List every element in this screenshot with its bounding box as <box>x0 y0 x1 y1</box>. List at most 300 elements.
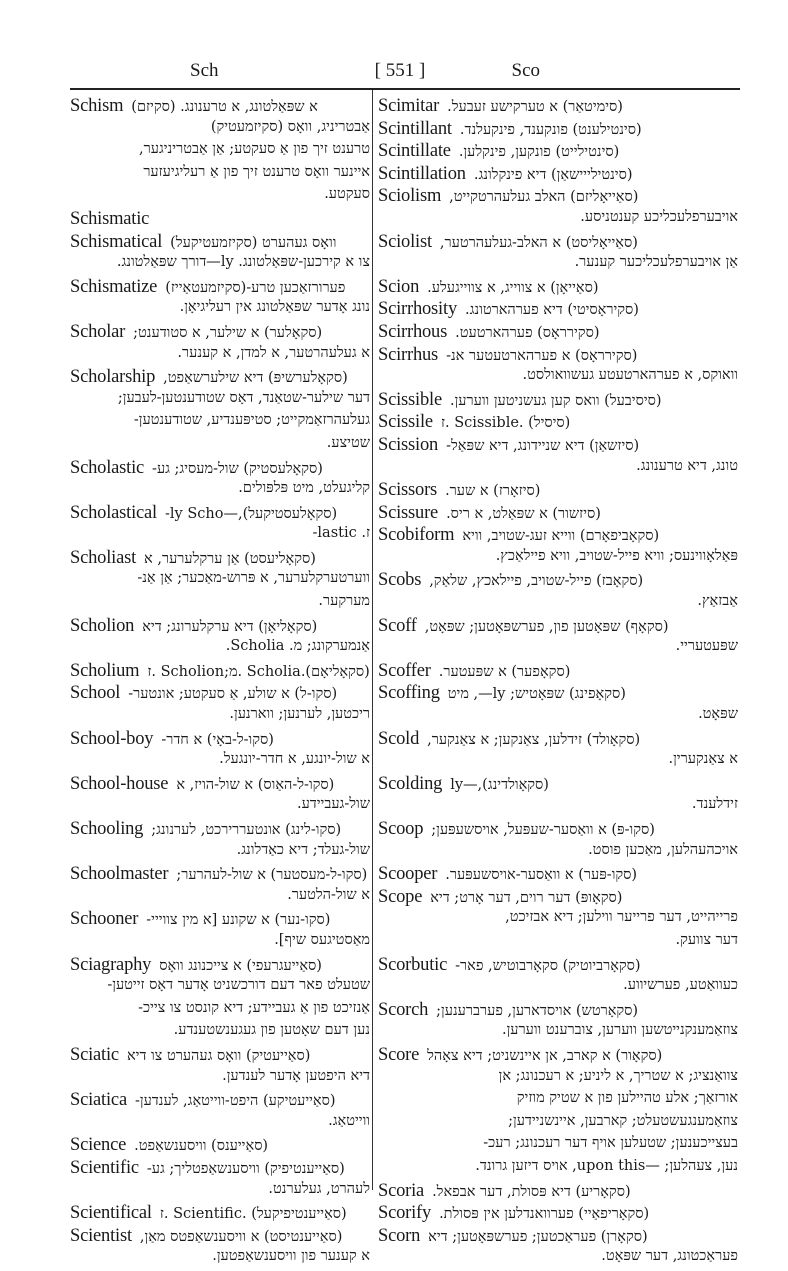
right-column <box>378 96 738 1271</box>
dictionary-entry <box>378 864 738 887</box>
entry-headword: Scissible <box>378 389 442 410</box>
entry-definition-line <box>378 593 738 616</box>
entry-headline <box>70 209 370 232</box>
entry-pronunciation: (סאַייענטיפיקעל) .Scientific .ז <box>159 1206 347 1223</box>
entry-pronunciation: (סקאָפינג) שפּאָטיש; ly—, מיט <box>447 686 626 703</box>
entry-definition-line <box>70 706 370 729</box>
entry-pronunciation: (סקאָלער) א שילער, א סטודענט; <box>133 324 323 341</box>
entry-pronunciation: (סקאָור) א קארב, אן איינשניט; דיא צאָהל <box>427 1047 663 1064</box>
entry-headline <box>70 548 370 571</box>
definition-text: פּאַלאָווינעס; וויא פייל-שטויב, וויא פיילאַכץ. <box>495 547 738 564</box>
entry-headline <box>70 277 370 300</box>
entry-definition-line <box>70 254 370 277</box>
dictionary-entry <box>70 96 370 209</box>
entry-headword: Sciatic <box>70 1044 119 1065</box>
dictionary-entry <box>378 683 738 728</box>
entry-headword: Scimitar <box>378 96 440 116</box>
entry-headword: Scholastic <box>70 457 145 478</box>
entry-headword: Schismatize <box>70 276 158 297</box>
entry-headline <box>378 525 738 548</box>
entry-pronunciation: (סאַייאָליסט) א האלב-געלעהרטער, <box>439 234 638 251</box>
entry-headword: Scobs <box>378 570 422 591</box>
entry-definition-line <box>378 909 738 932</box>
dictionary-entry <box>70 616 370 661</box>
entry-headword: Scintillate <box>378 141 451 162</box>
entry-headword: Scolding <box>378 773 443 794</box>
entry-definition-line <box>378 1068 738 1091</box>
dictionary-entry <box>378 164 738 187</box>
entry-pronunciation: (סקאָלעסטיקעל),—ly Scho- <box>165 505 338 522</box>
entry-pronunciation: (סקאָרן) פעראַכטען; פערשפּאָטען; דיא <box>428 1228 648 1245</box>
entry-definition-line <box>378 254 738 277</box>
entry-definition-line <box>70 435 370 458</box>
definition-text: צוזאַמענקנייטשען ווערען, צוברענט ווערען. <box>501 1022 738 1039</box>
entry-headword: Scissure <box>378 502 439 523</box>
entry-definition-line <box>70 1248 370 1271</box>
entry-headline <box>378 887 738 910</box>
entry-headword: Scirrhus <box>378 344 439 365</box>
entry-pronunciation: (סקאָליאָם).Scholia .מ;Scholion .ז <box>147 663 370 680</box>
dictionary-entry <box>70 209 370 232</box>
entry-definition-line <box>378 796 738 819</box>
entry-headline <box>378 616 738 639</box>
entry-headline <box>70 1045 370 1068</box>
dictionary-entry <box>70 955 370 1045</box>
dictionary-entry <box>70 503 370 548</box>
dictionary-entry <box>378 141 738 164</box>
entry-definition-line <box>70 638 370 661</box>
entry-headline <box>70 1158 370 1181</box>
entry-headline <box>70 729 370 752</box>
entry-headword: Scholion <box>70 615 135 636</box>
entry-pronunciation: (סקו-לינג) אונטעררירכט, לערנונג; <box>151 822 342 838</box>
entry-headword: Scorn <box>378 1225 421 1246</box>
entry-pronunciation: (סימיטאַר) א טערקישע זעבעל. <box>447 99 623 115</box>
dictionary-entry <box>378 729 738 774</box>
entry-definition-line <box>70 932 370 955</box>
entry-pronunciation: (סקאָרביוטיק) סקאָרבוטיש, פאר- <box>455 957 641 974</box>
entry-headword: Scholar <box>70 321 126 342</box>
entry-headline <box>378 955 738 978</box>
definition-text: א שול-הלטער. <box>287 886 370 903</box>
left-column <box>70 96 370 1271</box>
entry-headword: School <box>70 683 121 704</box>
entry-headline <box>378 819 738 842</box>
definition-text: -lastic .ז <box>312 525 370 542</box>
header-rule <box>70 88 740 90</box>
entry-pronunciation: (סקיראָסיטי) דיא פערהארטונג. <box>465 302 639 319</box>
entry-definition-line <box>70 412 370 435</box>
entry-definition-line <box>378 977 738 1000</box>
dictionary-entry <box>378 299 738 322</box>
entry-definition-line <box>378 367 738 390</box>
entry-headline <box>378 345 738 368</box>
dictionary-entry <box>70 774 370 819</box>
entry-headword: Scholastical <box>70 502 157 523</box>
entry-headline <box>70 616 370 639</box>
entry-pronunciation: (סאַייעגרעפי) א צייכנונג וואָס <box>159 957 322 974</box>
entry-definition-line <box>378 1135 738 1158</box>
definition-text: טונג, דיא טרענונג. <box>636 457 738 474</box>
entry-pronunciation: (סקאָביפאָרם) ווייא זעג-שטויב, וויא <box>462 528 660 545</box>
entry-headword: Schooling <box>70 819 144 839</box>
entry-headword: Sciatica <box>70 1090 127 1111</box>
entry-headword: Schismatic <box>70 208 150 229</box>
definition-text: דער צוועק. <box>675 931 738 948</box>
entry-headword: Scholium <box>70 660 140 681</box>
dictionary-entry <box>378 435 738 480</box>
definition-text: פעראַכטונג, דער שפּאָט. <box>601 1248 738 1265</box>
entry-pronunciation: פערורזאַכען טרע-(סקיזמעטאַייז) <box>165 279 346 296</box>
entry-headword: Scholarship <box>70 367 156 388</box>
entry-headline <box>70 1203 370 1226</box>
entry-definition-line <box>378 1248 738 1271</box>
entry-pronunciation: (סקאָרטש) אויסדארען, פערברענען; <box>436 1002 639 1019</box>
entry-headline <box>378 119 738 142</box>
entry-headword: Scientist <box>70 1225 132 1246</box>
entry-headline <box>70 232 370 255</box>
definition-text: ווייטאַג. <box>328 1112 370 1129</box>
entry-headline <box>70 1226 370 1249</box>
dictionary-entry <box>378 955 738 1000</box>
column-divider <box>372 90 373 1190</box>
entry-pronunciation: (סקו-ל-באָי) א חדר- <box>161 731 274 748</box>
definition-text: אַבטריניג, וואָס (סקיזמעטיק) <box>210 118 370 135</box>
entry-headline <box>378 390 738 413</box>
dictionary-entry <box>378 503 738 526</box>
dictionary-entry <box>378 390 738 413</box>
entry-definition-line <box>70 186 370 209</box>
entry-headword: Schoolmaster <box>70 864 169 885</box>
dictionary-entry <box>70 1045 370 1090</box>
entry-headline <box>378 1045 738 1068</box>
dictionary-entry <box>70 277 370 322</box>
dictionary-entry <box>70 729 370 774</box>
entry-definition-line <box>70 570 370 593</box>
definition-text: א געלעהרטער, א למדן, א קענער. <box>177 344 370 361</box>
definition-text: אורזאַך; אלע טהיילען פון א שטיק מוזיק <box>516 1090 738 1107</box>
definition-text: קליגעלט, מיט פּלפּולים. <box>238 480 370 497</box>
dictionary-entry <box>378 1203 738 1226</box>
definition-text: אויבערפלעכליכע קענטניסע. <box>580 208 738 225</box>
entry-pronunciation: (סקירראָס) א פערהארטעטער אנ- <box>446 347 638 364</box>
definition-text: שפּאָט. <box>698 706 738 723</box>
dictionary-entry <box>378 345 738 390</box>
dictionary-entry <box>70 322 370 367</box>
dictionary-entry <box>70 909 370 954</box>
entry-headword: Scobiform <box>378 525 455 546</box>
entry-headline <box>70 864 370 887</box>
entry-definition-line <box>378 706 738 729</box>
page-number: [ 551 ] <box>374 60 426 81</box>
dictionary-entry <box>378 1181 738 1204</box>
dictionary-entry <box>70 232 370 277</box>
entry-definition-line <box>70 480 370 503</box>
dictionary-entry <box>70 864 370 909</box>
entry-headline <box>378 480 738 503</box>
entry-pronunciation: (סאַייעטיק) וואָס געהערט צו דיא <box>126 1047 311 1064</box>
entry-headline <box>378 1000 738 1023</box>
definition-text: שול-געלד; דיא כאַדלונג. <box>236 841 370 858</box>
entry-headword: Scientific <box>70 1157 139 1178</box>
entry-pronunciation: (סקאָפער) א שפּעטער. <box>438 663 571 680</box>
entry-headline <box>70 819 370 842</box>
entry-headline <box>378 503 738 526</box>
entry-headword: School-house <box>70 773 169 794</box>
definition-text: בעצייכענען; שטעלען אויף דער רעכנונג; רעכ- <box>483 1135 738 1152</box>
entry-pronunciation: (סאַייענס) וויסענשאַפט. <box>134 1138 269 1155</box>
definition-text: דער שילער-שטאַנד, דאָס שטודענטען-לעבען; <box>117 389 370 406</box>
entry-headline <box>378 864 738 887</box>
dictionary-entry <box>70 1203 370 1226</box>
entry-headword: Scissile <box>378 412 433 433</box>
entry-pronunciation: (סקאָריפאַיי) פערוואנדלען אין פּסולת. <box>439 1206 650 1223</box>
entry-definition-line <box>378 209 738 232</box>
definition-text: איינער וואָס טרענט זיך פון אַ רעליגיעזער <box>143 163 370 180</box>
entry-pronunciation: (סקו-ל-האַוס) א שול-הויז, א <box>176 776 335 793</box>
entry-pronunciation: (סיסיל) .Scissible .ז <box>440 415 571 432</box>
definition-text: אויכהעהלען, מאַכען פוסט. <box>588 841 738 858</box>
entry-headword: Sciolist <box>378 231 432 252</box>
entry-headword: Sciolism <box>378 186 442 207</box>
entry-pronunciation: (סקאָולד) זידלען, צאַנקען; א צאַנקער, <box>427 731 641 748</box>
entry-headline <box>70 367 370 390</box>
entry-headline <box>70 661 370 684</box>
dictionary-entry <box>378 480 738 503</box>
entry-definition-line <box>70 141 370 164</box>
entry-headline <box>378 164 738 187</box>
definition-text: סעקטע. <box>324 186 370 203</box>
entry-definition-line <box>378 638 738 661</box>
entry-headword: Scoff <box>378 615 417 636</box>
dictionary-entry <box>378 661 738 684</box>
entry-headline <box>378 1203 738 1226</box>
entry-headword: Sciagraphy <box>70 954 152 975</box>
entry-definition-line <box>378 548 738 571</box>
dictionary-entry <box>378 1045 738 1181</box>
entry-headline <box>70 96 370 119</box>
dictionary-entry <box>70 661 370 684</box>
entry-definition-line <box>70 1181 370 1204</box>
dictionary-entry <box>70 1158 370 1203</box>
definition-text: כעוואַטע, פערשיווע. <box>623 977 738 994</box>
entry-headline <box>378 232 738 255</box>
entry-definition-line <box>378 1158 738 1181</box>
definition-text: מערקער. <box>318 593 370 610</box>
entry-headline <box>378 774 738 797</box>
entry-definition-line <box>70 119 370 142</box>
entry-pronunciation: (סינטילענט) פונקענד, פינקעלנד. <box>459 121 642 138</box>
definition-text: ווערטערקלערער, א פּרוש-מאַכער; אַן אַנ- <box>137 570 370 587</box>
entry-definition-line <box>378 751 738 774</box>
entry-headword: Scoffing <box>378 683 440 704</box>
entry-pronunciation: (סאַייענטיסט) א וויסענשאַפטס מאַן, <box>139 1228 343 1245</box>
entry-headword: Scope <box>378 886 423 907</box>
entry-headline <box>70 774 370 797</box>
definition-text: טרענט זיך פון אַ סעקטע; אַן אַבטריניגער, <box>139 141 370 158</box>
entry-headline <box>378 277 738 300</box>
entry-pronunciation: (סקאָף) שפּאָטען פון, פערשפּאָטען; שפּאָט, <box>424 618 669 635</box>
entry-definition-line <box>70 1068 370 1091</box>
entry-headline <box>378 96 738 119</box>
definition-text: מאַסטיגעס שיף]. <box>274 931 370 948</box>
entry-headword: Scoria <box>378 1180 425 1201</box>
entry-headword: Schooner <box>70 909 139 930</box>
header-right-guide: Sco <box>511 60 540 81</box>
definition-text: דיא היפטען אָדער לענדען. <box>222 1067 370 1084</box>
entry-pronunciation: (סאַייעטיקע) היפט-ווייטאַג, לענדען- <box>134 1093 336 1110</box>
entry-pronunciation: (סיזשאַן) דיא שניידונג, דיא שפּאַל- <box>446 437 640 454</box>
entry-headword: Schism <box>70 96 124 116</box>
entry-headline <box>378 661 738 684</box>
entry-pronunciation: (סקאָלעסטיק) שול-מעסיג; גע- <box>152 460 323 477</box>
definition-text: נען, צעהלען; —upon this, אויס דיזען גרונד. <box>475 1157 738 1174</box>
entry-headline <box>70 955 370 978</box>
entry-headline <box>378 141 738 164</box>
entry-headword: Scientifical <box>70 1203 152 1224</box>
entry-definition-line <box>378 1090 738 1113</box>
entry-headline <box>378 412 738 435</box>
definition-text: א קענער פון וויסענשאַפטען. <box>212 1248 370 1265</box>
entry-pronunciation: (סקאָליעסט) אַן ערקלערער, א <box>144 550 316 567</box>
entry-headword: Scintillation <box>378 163 466 184</box>
entry-definition-line <box>70 164 370 187</box>
dictionary-entry <box>70 1135 370 1158</box>
dictionary-entry <box>378 1226 738 1271</box>
definition-text: אַנזיכט פון אַ געביידע; דיא קונסט צו צייכ- <box>138 999 370 1016</box>
entry-definition-line <box>70 1113 370 1136</box>
entry-headword: Science <box>70 1135 127 1156</box>
definition-text: צוזאַמענגעשטעלט; קארבען, איינשניידען; <box>508 1112 738 1129</box>
dictionary-entry <box>378 119 738 142</box>
entry-definition-line <box>70 390 370 413</box>
entry-pronunciation: וואָס געהערט (סקיזמעטיקעל) <box>170 234 337 251</box>
entry-headline <box>378 435 738 458</box>
entry-headline <box>378 186 738 209</box>
dictionary-entry <box>70 1226 370 1271</box>
entry-definition-line <box>70 887 370 910</box>
entry-definition-line <box>70 1022 370 1045</box>
entry-definition-line <box>70 842 370 865</box>
entry-headword: Scold <box>378 728 420 749</box>
entry-headline <box>378 322 738 345</box>
entry-pronunciation: (סקאָריע) דיא פּסולת, דער אבפאל. <box>432 1183 631 1200</box>
entry-pronunciation: (סקאָלערשיפּ) דיא שילערשאַפט, <box>163 370 348 387</box>
entry-headline <box>378 299 738 322</box>
definition-text: נען דעם שאָטען פון געגענשטענדע. <box>173 1022 370 1039</box>
dictionary-entry <box>70 1090 370 1135</box>
entry-headline <box>70 1135 370 1158</box>
entry-headline <box>378 570 738 593</box>
entry-pronunciation: (סקו-ל-מעסטער) א שול-לעהרער; <box>176 867 368 884</box>
dictionary-entry <box>378 525 738 570</box>
entry-pronunciation: (סקאָבז) פייל-שטויב, פיילאכץ, שלאַק, <box>429 573 644 590</box>
definition-text: צו א קירכען-שפּאַלטונג. ly—דורך שפּאַלטונג. <box>116 254 370 271</box>
entry-definition-line <box>70 593 370 616</box>
dictionary-entry <box>378 570 738 615</box>
entry-definition-line <box>70 977 370 1000</box>
entry-definition-line <box>70 525 370 548</box>
definition-text: וואוקס, א פערהארטעטע געשוואולסט. <box>522 367 738 384</box>
entry-pronunciation: (סקו-ל) א שולע, אַ סעקטע; אונטער- <box>128 686 338 703</box>
entry-pronunciation: (סקאָולדינג),—ly <box>450 776 549 793</box>
entry-pronunciation: (סאַייאָן) א צווייג, א צווייגעלע. <box>427 279 599 296</box>
definition-text: שטעלט פאר דעם דורכשניט אָדער דאָס זייטען- <box>107 977 370 994</box>
entry-definition-line <box>70 751 370 774</box>
entry-headline <box>70 503 370 526</box>
page-header <box>70 56 730 86</box>
entry-pronunciation: (סיסיבעל) וואס קען געשניטען ווערען. <box>449 392 662 409</box>
entry-headword: Scorify <box>378 1203 432 1224</box>
entry-pronunciation: א שפּאַלטונג, א טרענונג. (סקיזם) <box>131 99 318 115</box>
dictionary-entry <box>378 1000 738 1045</box>
definition-text: א שול-יונגע, א חדר-יונגעל. <box>219 751 370 768</box>
entry-headline <box>378 729 738 752</box>
entry-headword: Scion <box>378 276 420 297</box>
definition-text: שטיצע. <box>326 434 370 451</box>
entry-pronunciation: (סיזשור) א שפּאַלט, א ריס. <box>446 505 601 522</box>
dictionary-entry <box>70 819 370 864</box>
entry-headline <box>70 1090 370 1113</box>
definition-text: פרייהייט, דער פרייער ווילען; דיא אבזיכט, <box>505 909 738 926</box>
entry-headword: Scoop <box>378 819 424 839</box>
definition-text: צוואַנציג; א שטריך, א ליניע; א רעכנונג; אן <box>498 1067 738 1084</box>
entry-pronunciation: (סאַייענטיפיק) וויסענשאַפטליך; גע- <box>146 1160 345 1177</box>
entry-headword: Scirrhous <box>378 321 448 342</box>
entry-headline <box>378 1226 738 1249</box>
entry-pronunciation: (סינטילייט) פונקען, פינקלען. <box>458 144 620 161</box>
entry-definition-line <box>378 842 738 865</box>
entry-headline <box>378 1181 738 1204</box>
dictionary-entry <box>378 819 738 864</box>
dictionary-entry <box>70 458 370 503</box>
entry-definition-line <box>70 796 370 819</box>
dictionary-entry <box>378 887 738 955</box>
entry-headword: Schismatical <box>70 231 163 252</box>
definition-text: נונג אָדער שפּאַלטונג אין רעליגיאָן. <box>179 299 370 316</box>
entry-pronunciation: (סקו-פּ) א וואַסער-שעפּעל, אויסשעפּען; <box>431 822 655 838</box>
definition-text: געלעהרזאַמקייט; סטיפּענדיע, שטודענטען- <box>133 412 370 429</box>
definition-text: שפּעטעריי. <box>675 638 738 655</box>
entry-definition-line <box>378 1113 738 1136</box>
entry-headline <box>378 683 738 706</box>
entry-definition-line <box>378 1022 738 1045</box>
dictionary-entry <box>378 96 738 119</box>
entry-definition-line <box>378 932 738 955</box>
dictionary-entry <box>378 186 738 231</box>
dictionary-entry <box>70 683 370 728</box>
entry-headline <box>70 683 370 706</box>
entry-headword: Scission <box>378 434 439 455</box>
dictionary-entry <box>70 548 370 616</box>
entry-headword: Scooper <box>378 864 438 885</box>
definition-text: שול-געביידע. <box>296 796 370 813</box>
definition-text: ריכטען, לערנען; ווארנען. <box>229 706 370 723</box>
dictionary-entry <box>378 277 738 300</box>
dictionary-entry <box>378 412 738 435</box>
entry-headword: Scissors <box>378 480 438 501</box>
entry-pronunciation: (סקאָופּ) דער רוים, דער אָרט; דיא <box>430 889 623 906</box>
header-left-guide: Sch <box>190 60 219 81</box>
definition-text: .Scholia .אַנמערקונג; מ <box>225 638 370 655</box>
dictionary-entry <box>378 616 738 661</box>
entry-pronunciation: (סינטילייישאַן) דיא פינקלונג. <box>473 166 633 183</box>
definition-text: זידלענד. <box>691 796 738 813</box>
entry-headword: Scorbutic <box>378 954 448 975</box>
entry-pronunciation: (סקירראָס) פערהארטעט. <box>455 324 600 341</box>
definition-text: אַבזאַץ. <box>697 593 738 610</box>
entry-headword: School-boy <box>70 728 154 749</box>
